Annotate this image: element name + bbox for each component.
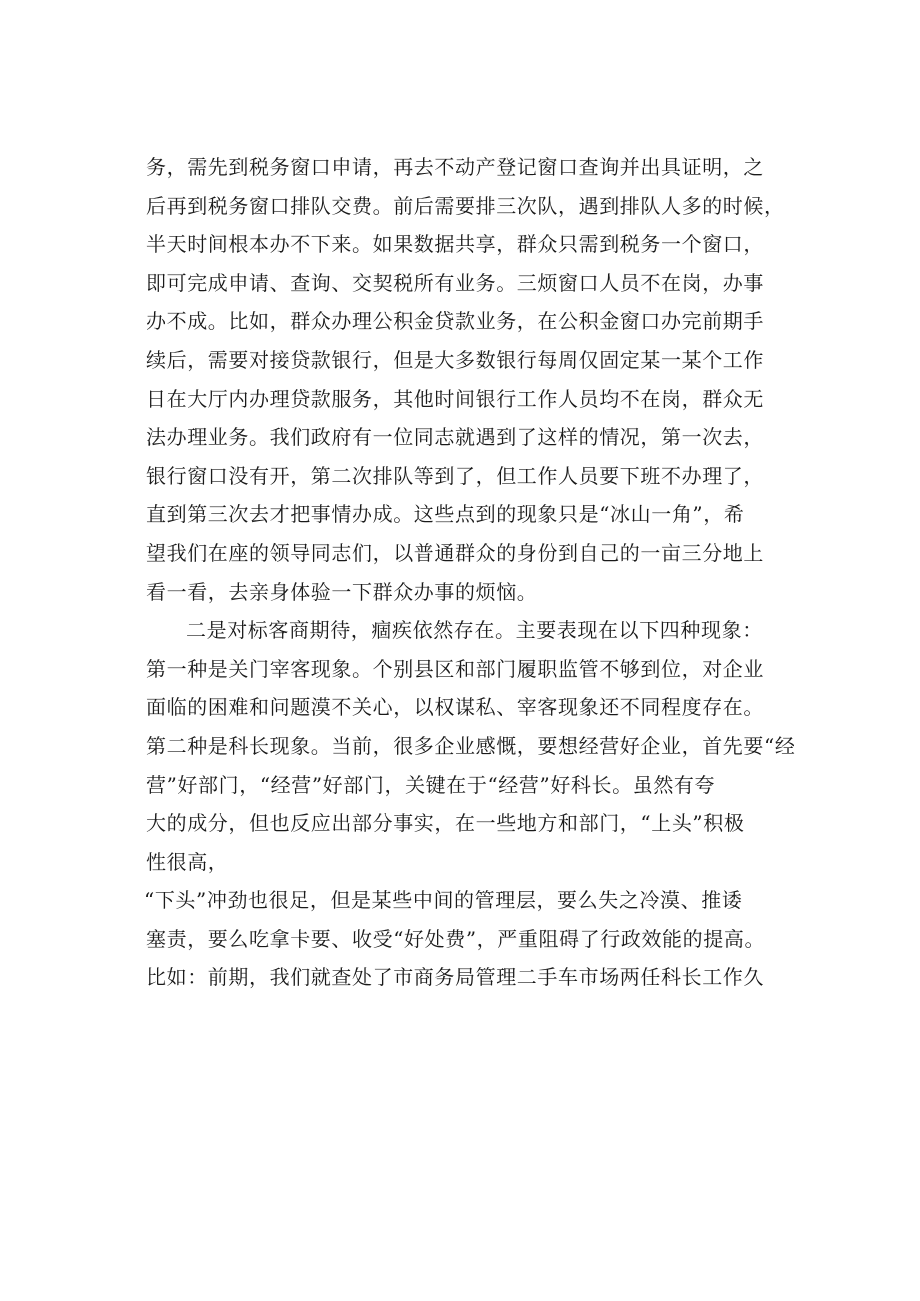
text-line: 半天时间根本办不下来。如果数据共享，群众只需到税务一个窗口， bbox=[146, 232, 764, 257]
text-line: 办不成。比如，群众办理公积金贷款业务，在公积金窗口办完前期手 bbox=[146, 309, 764, 334]
text-line: 性很高， bbox=[146, 849, 229, 874]
text-line: 法办理业务。我们政府有一位同志就遇到了这样的情况，第一次去， bbox=[146, 425, 764, 450]
text-line: 务，需先到税务窗口申请，再去不动产登记窗口查询并出具证明，之 bbox=[146, 155, 764, 179]
text-line: 直到第三次去才把事情办成。这些点到的现象只是“冰山一角”，希 bbox=[146, 502, 745, 527]
text-line: 营”好部门，“经营”好部门，关键在于“经营”好科长。虽然有夸 bbox=[146, 772, 716, 797]
text-line: 银行窗口没有开，第二次排队等到了，但工作人员要下班不办理了， bbox=[146, 463, 764, 488]
text-line: 看一看，去亲身体验一下群众办事的烦恼。 bbox=[146, 579, 538, 604]
text-line: 大的成分，但也反应出部分事实，在一些地方和部门，“上头”积极 bbox=[146, 811, 745, 836]
text-line: 续后，需要对接贷款银行，但是大多数银行每周仅固定某一某个工作 bbox=[146, 347, 764, 372]
paragraph-start-line: 二是对标客商期待，痼疾依然存在。主要表现在以下四种现象： bbox=[186, 618, 763, 643]
text-line: 后再到税务窗口排队交费。前后需要排三次队，遇到排队人多的时候， bbox=[146, 193, 785, 218]
text-line: 塞责，要么吃拿卡要、收受“好处费”，严重阻碍了行政效能的提高。 bbox=[146, 926, 766, 951]
text-line: 望我们在座的领导同志们，以普通群众的身份到自己的一亩三分地上 bbox=[146, 540, 764, 565]
text-line: 第二种是科长现象。当前，很多企业感慨，要想经营好企业，首先要“经 bbox=[146, 733, 796, 758]
text-line: 比如：前期，我们就查处了市商务局管理二手车市场两任科长工作久 bbox=[146, 965, 764, 990]
text-line: 面临的困难和问题漠不关心，以权谋私、宰客现象还不同程度存在。 bbox=[146, 695, 764, 720]
text-line: 日在大厅内办理贷款服务，其他时间银行工作人员均不在岗，群众无 bbox=[146, 386, 764, 411]
body-text bbox=[146, 148, 806, 997]
text-line: “下头”冲劲也很足，但是某些中间的管理层，要么失之冷漠、推诿 bbox=[144, 888, 743, 913]
text-line: 第一种是关门宰客现象。个别县区和部门履职监管不够到位，对企业 bbox=[146, 656, 764, 681]
text-line: 即可完成申请、查询、交契税所有业务。三烦窗口人员不在岗，办事 bbox=[146, 270, 764, 295]
